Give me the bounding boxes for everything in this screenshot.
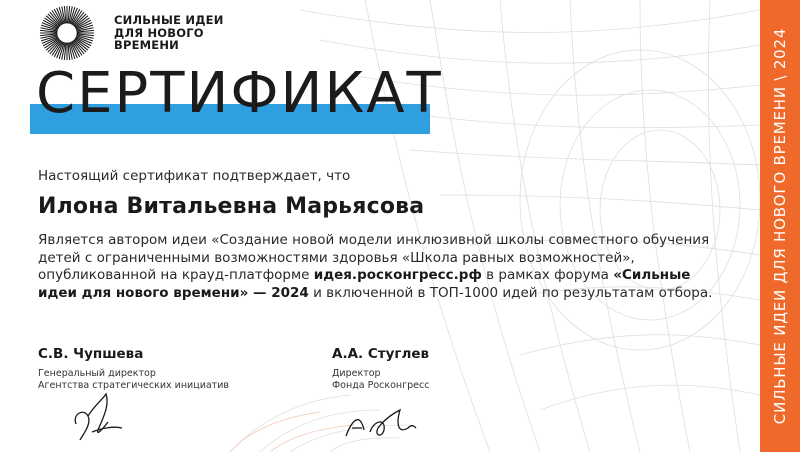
body-part-3: и включенной в ТОП-1000 идей по результатам отбора. xyxy=(308,284,713,301)
signatory-2-role-line-1: Директор xyxy=(332,368,381,379)
signatory-2 xyxy=(332,346,429,392)
body-part-1: Является автором идеи «Создание новой модели инклюзивной школы совместного обучения детей с ограниченными возможностями здоровья «Школа равных возможностей», опубликованной на крауд-платформе xyxy=(38,232,710,283)
certificate-body xyxy=(38,232,728,302)
signature-1-image xyxy=(62,386,132,446)
forum-name: «Сильные идеи для нового времени» — 2024 xyxy=(38,267,691,301)
platform-name: идея.росконгресс.рф xyxy=(313,267,482,283)
signatory-1-role-line-1: Генеральный директор xyxy=(38,368,156,379)
side-band-text: СИЛЬНЫЕ ИДЕИ ДЛЯ НОВОГО ВРЕМЕНИ \ 2024 xyxy=(771,27,789,425)
signatory-2-role-line-2: Фонда Росконгресс xyxy=(332,380,430,391)
confirmation-text: Настоящий сертификат подтверждает, что xyxy=(38,168,351,184)
logo-line-1: СИЛЬНЫЕ ИДЕИ xyxy=(114,13,224,28)
signature-2-image xyxy=(340,400,420,448)
starburst-logo-icon xyxy=(38,4,96,62)
signatory-1-name: С.В. Чупшева xyxy=(38,346,144,362)
body-part-2: в рамках форума xyxy=(481,267,614,283)
logo xyxy=(38,4,224,62)
side-band xyxy=(760,0,800,452)
logo-line-3: ВРЕМЕНИ xyxy=(114,38,179,53)
logo-line-2: ДЛЯ НОВОГО xyxy=(114,25,204,40)
certificate-title: СЕРТИФИКАТ xyxy=(36,61,443,126)
signatory-1-role-line-2: Агентства стратегических инициатив xyxy=(38,380,229,391)
recipient-name: Илона Витальевна Марьясова xyxy=(38,194,425,219)
logo-wordmark xyxy=(114,14,224,52)
signatory-2-name: А.А. Стуглев xyxy=(332,346,430,362)
signatory-2-role xyxy=(332,368,429,392)
